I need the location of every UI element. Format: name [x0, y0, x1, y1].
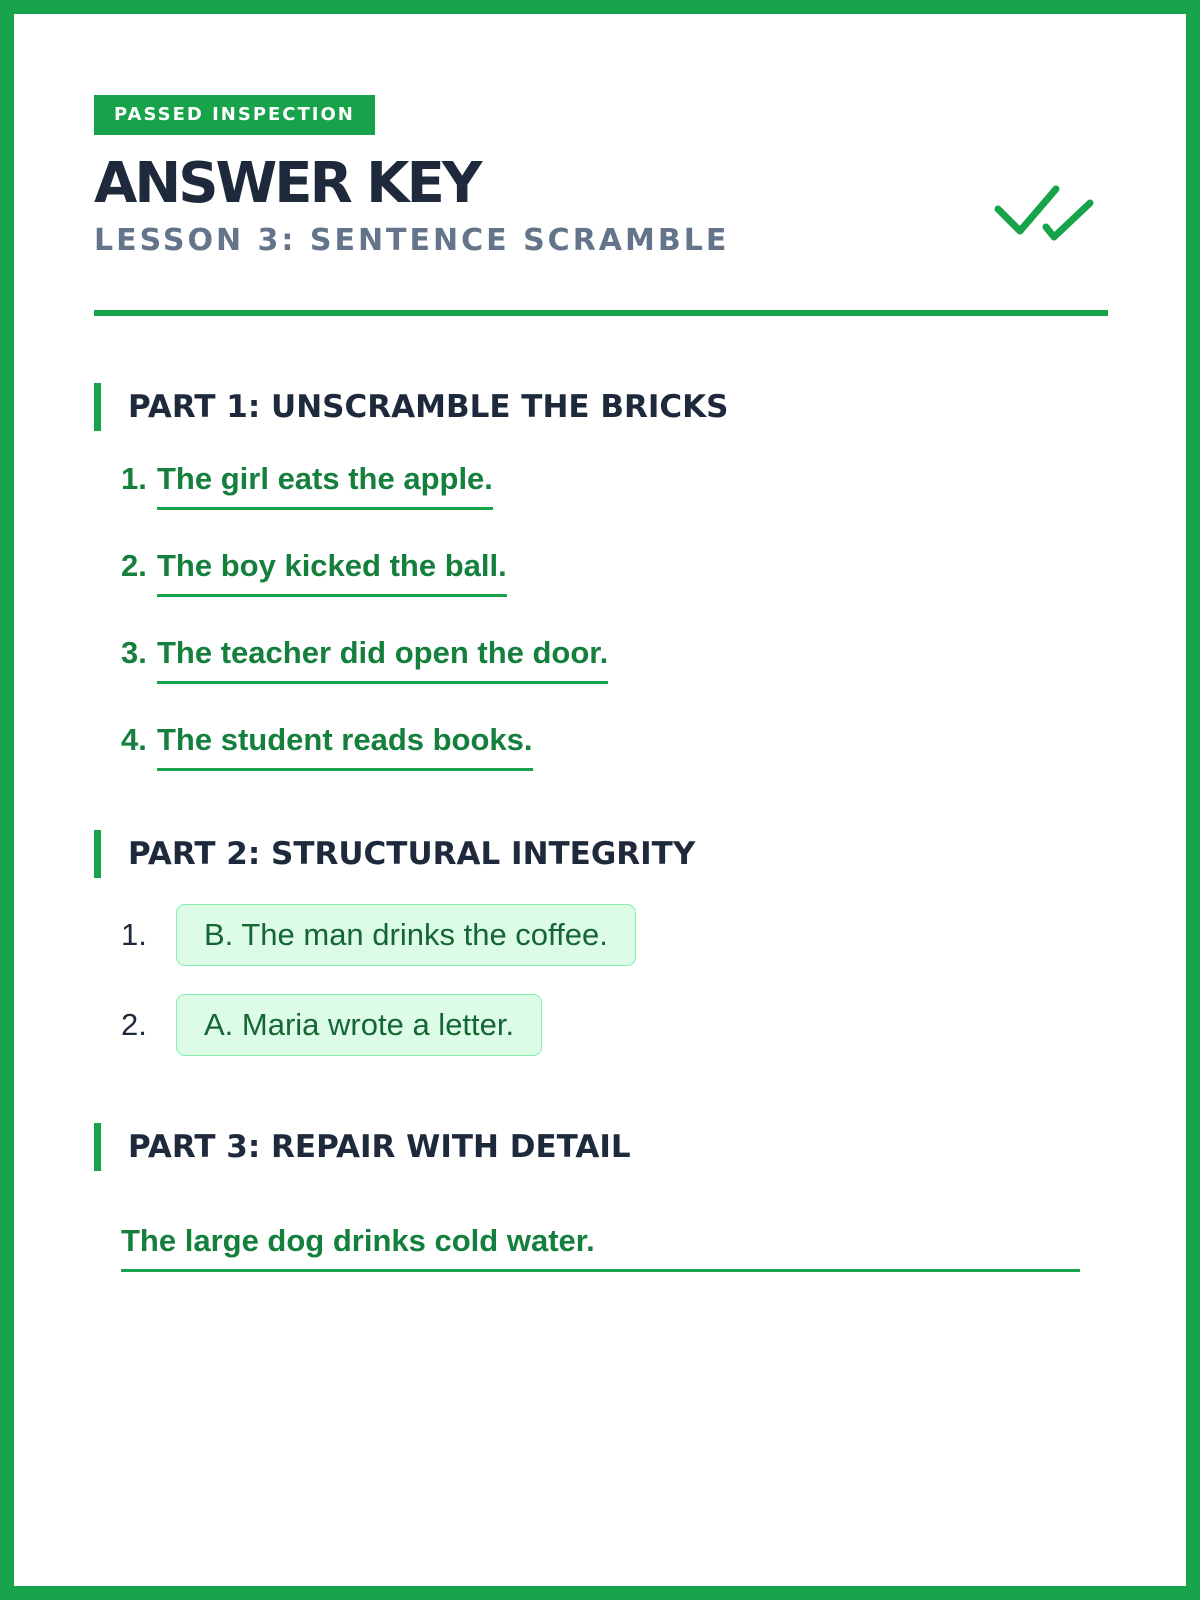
page-title: ANSWER KEY	[94, 151, 480, 216]
answer-text: The boy kicked the ball.	[157, 548, 507, 597]
part1-heading: PART 1: UNSCRAMBLE THE BRICKS	[94, 383, 1108, 431]
selected-choice-chip: A. Maria wrote a letter.	[176, 994, 542, 1056]
answer-text: The girl eats the apple.	[157, 461, 493, 510]
answer-number: 1.	[121, 461, 147, 496]
list-item	[121, 461, 493, 510]
answer-number: 2.	[121, 548, 147, 583]
list-item	[121, 722, 533, 771]
list-item	[121, 548, 507, 597]
answer-number: 1.	[121, 917, 147, 952]
answer-text: The student reads books.	[157, 722, 533, 771]
part2-heading: PART 2: STRUCTURAL INTEGRITY	[94, 830, 1108, 878]
part3-section	[94, 1123, 1108, 1258]
answer-number: 3.	[121, 635, 147, 670]
status-badge: PASSED INSPECTION	[94, 95, 375, 135]
part1-section	[94, 383, 1108, 757]
repair-answer: The large dog drinks cold water.	[121, 1223, 1080, 1272]
part2-section	[94, 830, 1108, 1042]
selected-choice-chip: B. The man drinks the coffee.	[176, 904, 636, 966]
part3-heading: PART 3: REPAIR WITH DETAIL	[94, 1123, 1108, 1171]
header-divider	[94, 310, 1108, 316]
double-check-icon	[992, 181, 1096, 247]
list-item	[121, 635, 608, 684]
answer-text: The teacher did open the door.	[157, 635, 608, 684]
page-content	[94, 95, 1108, 1258]
answer-number: 2.	[121, 1007, 147, 1042]
lesson-subtitle: LESSON 3: SENTENCE SCRAMBLE	[94, 223, 730, 258]
answer-number: 4.	[121, 722, 147, 757]
